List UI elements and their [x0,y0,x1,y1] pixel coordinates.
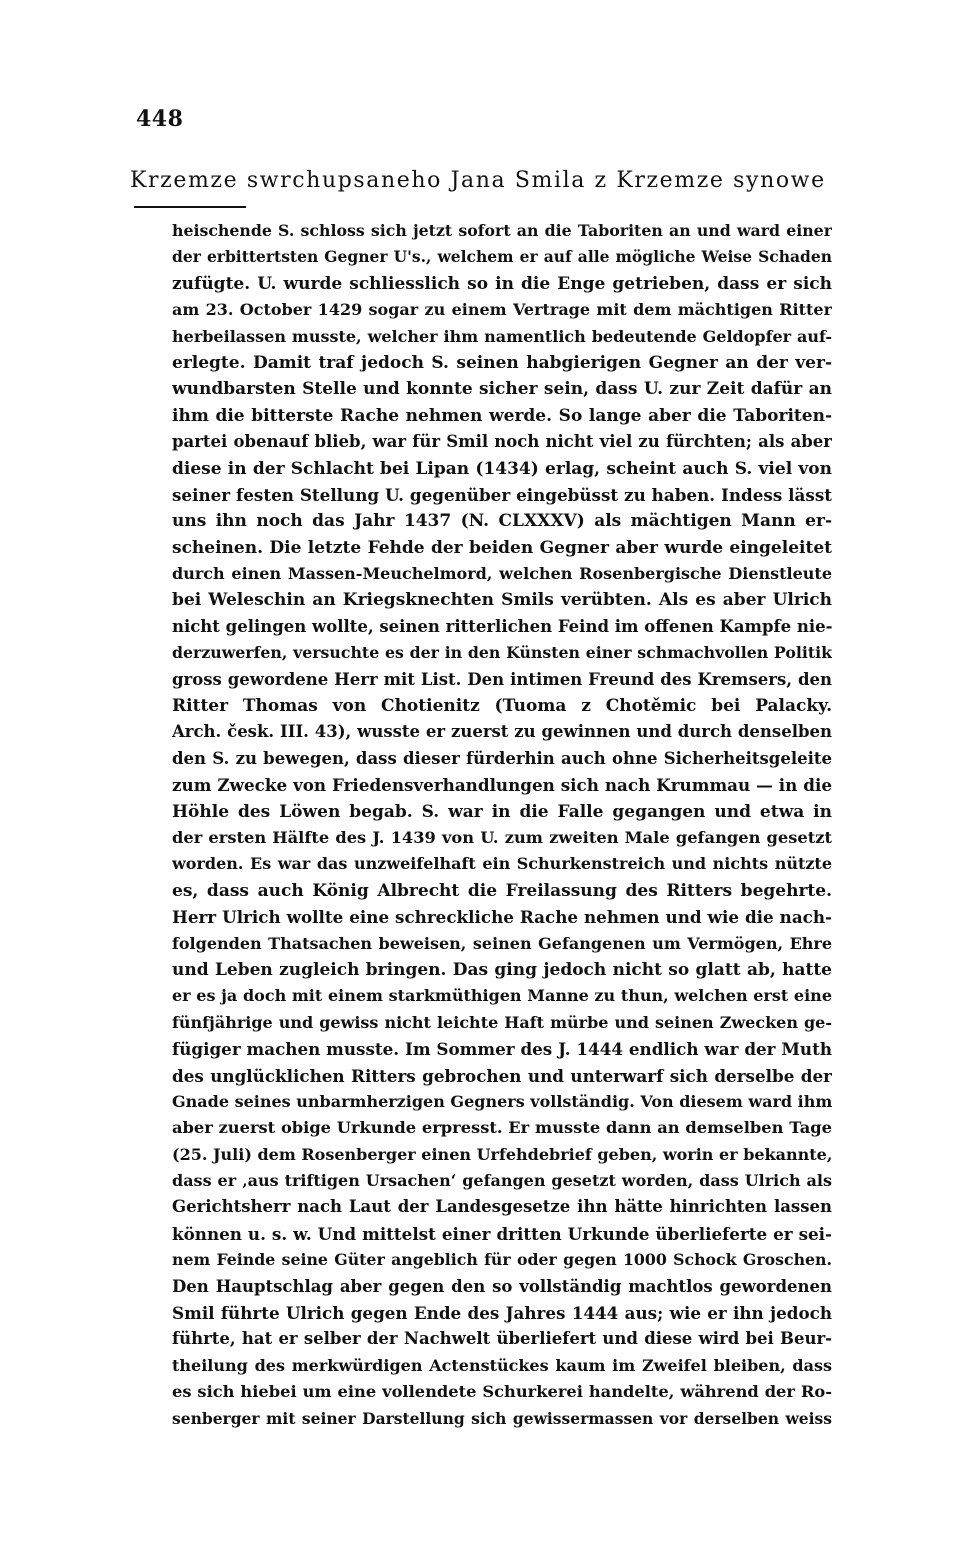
text-line: wundbarsten Stelle und konnte sicher sein, dass U. zur Zeit dafür an [172,379,832,400]
page-number: 448 [136,106,184,132]
text-line: bei Weleschin an Kriegsknechten Smils verübten. Als es aber Ulrich [172,590,832,611]
text-line: uns ihn noch das Jahr 1437 (N. CLXXXV) als mächtigen Mann er- [172,511,832,532]
text-line: Arch. česk. III. 43), wusste er zuerst zu gewinnen und durch denselben [172,722,832,742]
text-line: senberger mit seiner Darstellung sich gewissermassen vor derselben weiss [172,1408,832,1428]
text-line: zum Zwecke von Friedensverhandlungen sich nach Krummau — in die [172,775,832,796]
running-head: Krzemze swrchupsaneho Jana Smila z Krzemze synowe [130,168,826,193]
text-line: nem Feinde seine Güter angeblich für oder gegen 1000 Schock Groschen. [172,1250,832,1270]
text-line: gross gewordene Herr mit List. Den intimen Freund des Kremsers, den [172,669,832,689]
text-line: der erbittertsten Gegner U's., welchem er auf alle mögliche Weise Schaden [172,247,832,267]
text-line: theilung des merkwürdigen Actenstückes kaum im Zweifel bleiben, dass [172,1355,832,1375]
text-line: fügiger machen musste. Im Sommer des J. 1444 endlich war der Muth [172,1039,832,1060]
text-line: den S. zu bewegen, dass dieser fürderhin auch ohne Sicherheitsgeleite [172,748,832,768]
text-line: können u. s. w. Und mittelst einer dritten Urkunde überlieferte er sei- [172,1223,832,1244]
text-line: seiner festen Stellung U. gegenüber eingebüsst zu haben. Indess lässt [172,484,832,505]
text-line: am 23. October 1429 sogar zu einem Vertrage mit dem mächtigen Ritter [172,300,832,320]
body-text [172,218,832,1432]
text-line: führte, hat er selber der Nachwelt überliefert und diese wird bei Beur- [172,1329,832,1349]
text-line: ihm die bitterste Rache nehmen werde. So lange aber die Taboriten- [172,405,832,426]
head-rule [134,206,246,208]
text-line: folgenden Thatsachen beweisen, seinen Gefangenen um Vermögen, Ehre [172,933,832,953]
text-line: der ersten Hälfte des J. 1439 von U. zum zweiten Male gefangen gesetzt [172,827,832,847]
text-line: er es ja doch mit einem starkmüthigen Manne zu thun, welchen erst eine [172,986,832,1006]
text-line: dass er ‚aus triftigen Ursachen‘ gefangen gesetzt worden, dass Ulrich als [172,1171,832,1191]
text-line: zufügte. U. wurde schliesslich so in die Enge getrieben, dass er sich [172,273,832,294]
text-line: Smil führte Ulrich gegen Ende des Jahres 1444 aus; wie er ihn jedoch [172,1303,832,1324]
text-line: fünfjährige und gewiss nicht leichte Haft mürbe und seinen Zwecken ge- [172,1012,832,1032]
text-line: Herr Ulrich wollte eine schreckliche Rache nehmen und wie die nach- [172,907,832,928]
text-line: Höhle des Löwen begab. S. war in die Falle gegangen und etwa in [172,801,832,822]
text-line: Ritter Thomas von Chotienitz (Tuoma z Chotěmic bei Palacky. [172,696,832,717]
text-line: Gnade seines unbarmherzigen Gegners vollständig. Von diesem ward ihm [172,1091,832,1111]
text-line: nicht gelingen wollte, seinen ritterlichen Feind im offenen Kampfe nie- [172,616,832,636]
text-line: heischende S. schloss sich jetzt sofort an die Taboriten an und ward einer [172,221,832,240]
text-line: scheinen. Die letzte Fehde der beiden Gegner aber wurde eingeleitet [172,537,832,558]
text-line: derzuwerfen, versuchte es der in den Künsten einer schmachvollen Politik [172,643,832,663]
text-line: es, dass auch König Albrecht die Freilassung des Ritters begehrte. [172,880,832,901]
text-line: erlegte. Damit traf jedoch S. seinen habgierigen Gegner an der ver- [172,352,832,373]
text-line: Den Hauptschlag aber gegen den so vollständig machtlos gewordenen [172,1276,832,1296]
text-line: (25. Juli) dem Rosenberger einen Urfehdebrief geben, worin er bekannte, [172,1144,832,1164]
text-line: des unglücklichen Ritters gebrochen und unterwarf sich derselbe der [172,1065,832,1086]
text-line: herbeilassen musste, welcher ihm namentlich bedeutende Geldopfer auf- [172,326,832,346]
text-line: diese in der Schlacht bei Lipan (1434) erlag, scheint auch S. viel von [172,458,832,479]
text-line: aber zuerst obige Urkunde erpresst. Er musste dann an demselben Tage [172,1118,832,1138]
text-line: worden. Es war das unzweifelhaft ein Schurkenstreich und nichts nützte [172,854,832,874]
text-line: partei obenauf blieb, war für Smil noch nicht viel zu fürchten; als aber [172,432,832,452]
text-line: es sich hiebei um eine vollendete Schurkerei handelte, während der Ro- [172,1382,832,1402]
text-line: und Leben zugleich bringen. Das ging jedoch nicht so glatt ab, hatte [172,959,832,980]
text-line: durch einen Massen-Meuchelmord, welchen Rosenbergische Dienstleute [172,564,832,584]
text-line: Gerichtsherr nach Laut der Landesgesetze ihn hätte hinrichten lassen [172,1197,832,1217]
